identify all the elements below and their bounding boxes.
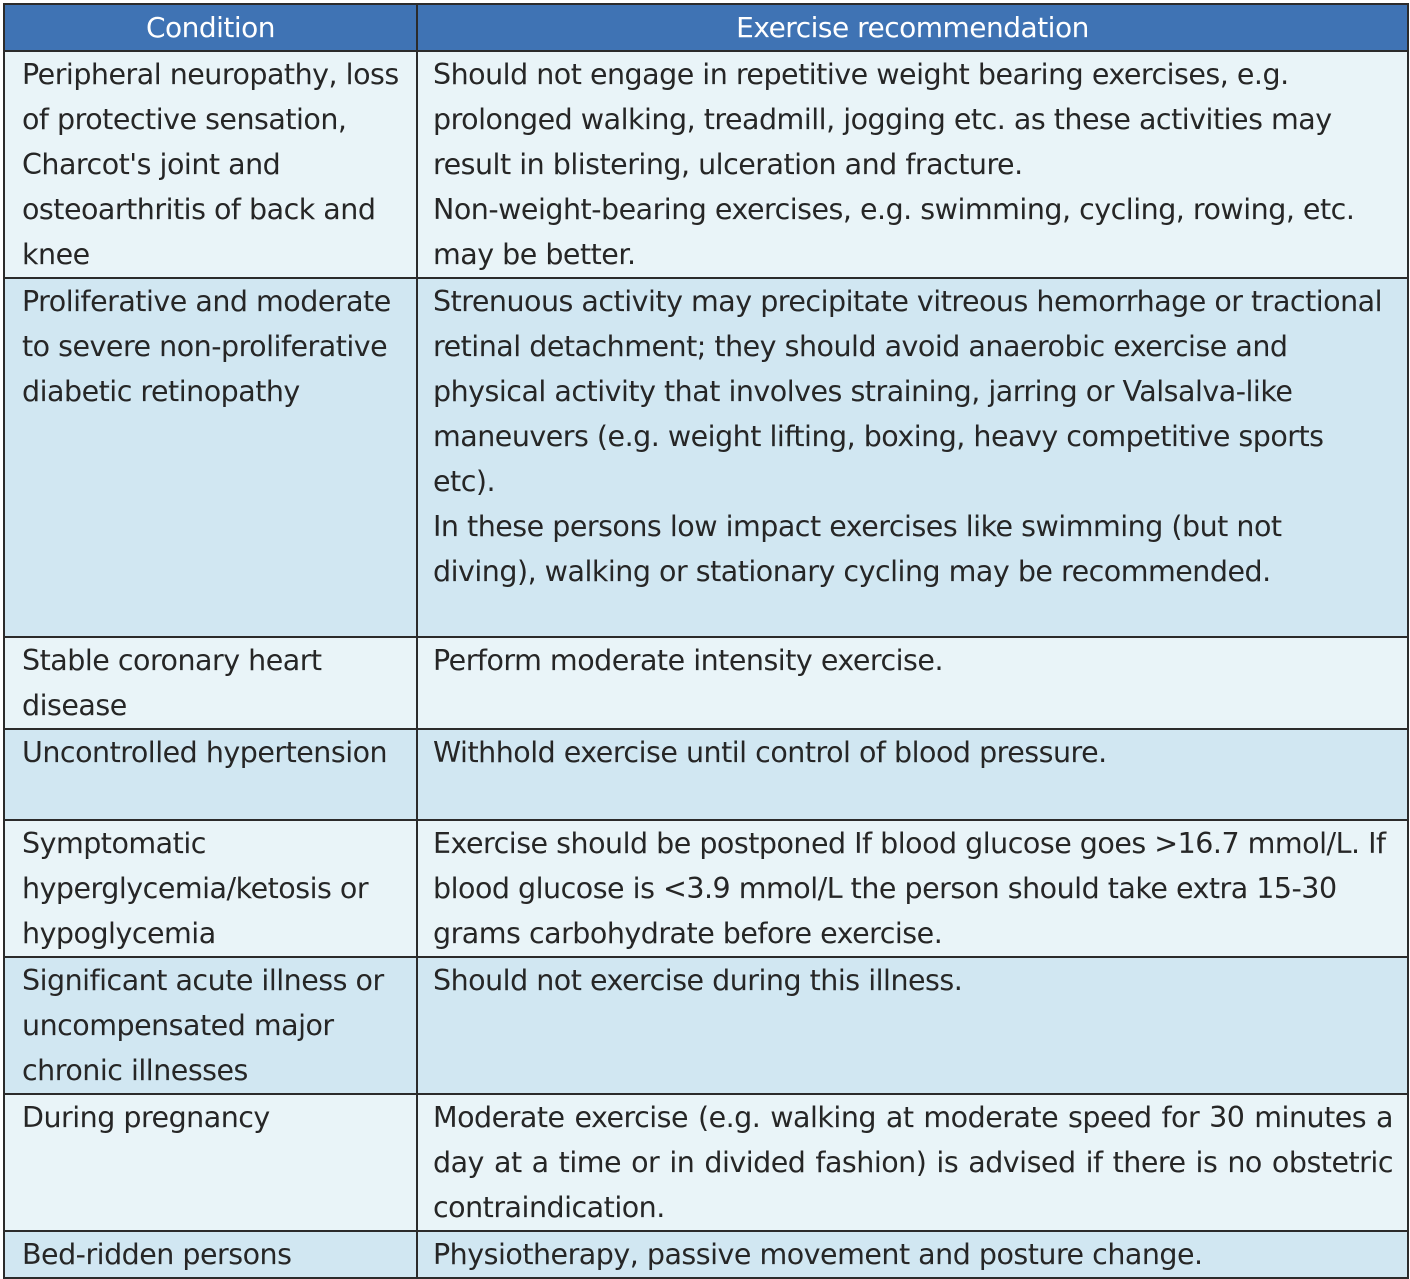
recommendation-cell	[417, 51, 1408, 278]
recommendation-cell	[417, 729, 1408, 820]
recommendation-line: Should not engage in repetitive weight bearing exercises, e.g. prolonged walking, treadmill, jogging etc. as these activities may result in blistering, ulceration and fracture.	[433, 58, 1332, 181]
table-row	[4, 1094, 1408, 1231]
recommendation-cell	[417, 957, 1408, 1094]
recommendation-line: Exercise should be postponed If blood glucose goes >16.7 mmol/L. If blood glucose is <3.9 mmol/L the person should take extra 15-30 grams carbohydrate before exercise.	[433, 827, 1386, 950]
recommendation-line: Perform moderate intensity exercise.	[433, 644, 944, 677]
recommendation-line: Non-weight-bearing exercises, e.g. swimming, cycling, rowing, etc. may be better.	[433, 193, 1355, 271]
recommendation-cell	[417, 1231, 1408, 1278]
recommendation-line: Withhold exercise until control of blood pressure.	[433, 736, 1107, 769]
recommendation-cell	[417, 637, 1408, 729]
table-row	[4, 51, 1408, 278]
recommendation-line: Should not exercise during this illness.	[433, 964, 963, 997]
recommendation-line: In these persons low impact exercises like swimming (but not diving), walking or stationary cycling may be recommended.	[433, 510, 1282, 588]
recommendation-cell	[417, 278, 1408, 637]
condition-cell: Significant acute illness or uncompensated major chronic illnesses	[4, 957, 417, 1094]
table-row	[4, 729, 1408, 820]
recommendation-cell	[417, 1094, 1408, 1231]
condition-cell: Proliferative and moderate to severe non-proliferative diabetic retinopathy	[4, 278, 417, 637]
recommendation-line: Physiotherapy, passive movement and posture change.	[433, 1238, 1203, 1271]
header-recommendation: Exercise recommendation	[417, 4, 1408, 51]
recommendation-line: Moderate exercise (e.g. walking at moderate speed for 30 minutes a day at a time or in divided fashion) is advised if there is no obstetric contraindication.	[433, 1101, 1393, 1224]
condition-cell: Uncontrolled hypertension	[4, 729, 417, 820]
table-row	[4, 957, 1408, 1094]
table-row	[4, 1231, 1408, 1278]
recommendation-line: Strenuous activity may precipitate vitreous hemorrhage or tractional retinal detachment; they should avoid anaerobic exercise and physical activity that involves straining, jarring or Valsalva-like maneuvers (e.g. weight lifting, boxing, heavy competitive sports etc).	[433, 285, 1383, 498]
table-row	[4, 820, 1408, 957]
header-condition: Condition	[4, 4, 417, 51]
condition-cell: Peripheral neuropathy, loss of protective sensation, Charcot's joint and osteoarthritis of back and knee	[4, 51, 417, 278]
table-row	[4, 637, 1408, 729]
table-row	[4, 278, 1408, 637]
condition-cell: Symptomatic hyperglycemia/ketosis or hypoglycemia	[4, 820, 417, 957]
recommendation-cell	[417, 820, 1408, 957]
exercise-recommendation-table	[3, 3, 1409, 1279]
condition-cell: Bed-ridden persons	[4, 1231, 417, 1278]
condition-cell: Stable coronary heart disease	[4, 637, 417, 729]
header-row	[4, 4, 1408, 51]
condition-cell: During pregnancy	[4, 1094, 417, 1231]
